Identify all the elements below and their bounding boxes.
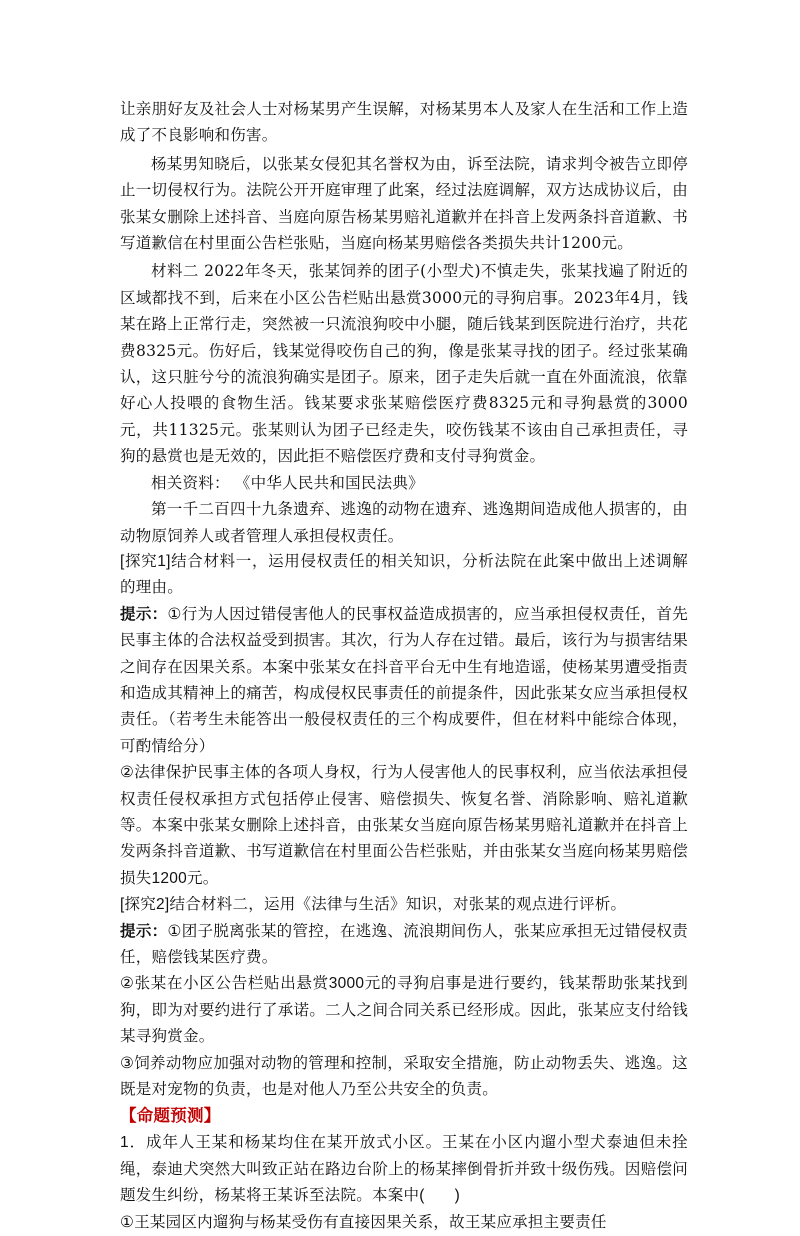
- civil-code-article: 第一千二百四十九条遗弃、逃逸的动物在遗弃、逃逸期间造成他人损害的，由动物原饲养人或者管理人承担侵权责任。: [120, 500, 688, 545]
- explore1-hint-1: [120, 602, 688, 760]
- prediction-question-1: [120, 1130, 688, 1209]
- prediction-section-title: 【命题预测】: [120, 1107, 221, 1126]
- material1-lawsuit-paragraph: 杨某男知晓后，以张某女侵犯其名誉权为由，诉至法院，请求判令被告立即停止一切侵权行为。法院公开开庭审理了此案，经过法庭调解，双方达成协议后，由张某女删除上述抖音、当庭向原告杨某男赔礼道歉并在抖音上发两条抖音道歉、书写道歉信在村里面公告栏张贴，当庭向杨某男赔偿各类损失共计1200元。: [120, 154, 688, 253]
- question-1-option-1: ①王某园区内遛狗与杨某受伤有直接因果关系，故王某应承担主要责任: [120, 1213, 607, 1231]
- document-body: [120, 96, 688, 1236]
- explore2-hint-1-text: ①团子脱离张某的管控，在逃逸、流浪期间伤人，张某应承担无过错侵权责任，赔偿钱某医疗费。: [120, 922, 688, 966]
- explore2-question: [探究2]结合材料二，运用《法律与生活》知识，对张某的观点进行评析。: [120, 896, 627, 914]
- explore2-hint-1: [120, 919, 688, 972]
- related-materials-label: 相关资料： 《中华人民共和国民法典》: [151, 473, 424, 492]
- question-1-stem: 1．成年人王某和杨某均住在某开放式小区。王某在小区内遛小型犬泰迪但未拴绳，泰迪犬突然大叫致正站在路边台阶上的杨某摔倒骨折并致十级伤残。因赔偿问题发生纠纷，杨某将王某诉至法院。本案中(: [120, 1134, 688, 1205]
- explore1-hint-label: 提示：: [120, 605, 168, 623]
- explore1-hint-2: ②法律保护民事主体的各项人身权，行为人侵害他人的民事权利，应当依法承担侵权责任侵权承担方式包括停止侵害、赔偿损失、恢复名誉、消除影响、赔礼道歉等。本案中张某女删除上述抖音，由张某女当庭向原告杨某男赔礼道歉并在抖音上发两条抖音道歉、书写道歉信在村里面公告栏张贴，并由张某女当庭向杨某男赔偿损失1200元。: [120, 764, 688, 887]
- material1-tail-paragraph: 让亲朋好友及社会人士对杨某男产生误解，对杨某男本人及家人在生活和工作上造成了不良影响和伤害。: [120, 100, 688, 145]
- material2-paragraph: 材料二 2022年冬天，张某饲养的团子(小型犬)不慎走失，张某找遍了附近的区域都找不到，后来在小区公告栏贴出悬赏3000元的寻狗启事。2023年4月，钱某在路上正常行走，突然被一只流浪狗咬中小腿，随后钱某到医院进行治疗，共花费8325元。伤好后，钱某觉得咬伤自己的狗，像是张某寻找的团子。经过张某确认，这只脏兮兮的流浪狗确实是团子。原来，团子走失后就一直在外面流浪，依靠好心人投喂的食物生活。钱某要求张某赔偿医疗费8325元和寻狗悬赏的3000元，共11325元。张某则认为团子已经走失，咬伤钱某不该由自己承担责任，寻狗的悬赏也是无效的，因此拒不赔偿医疗费和支付寻狗赏金。: [120, 262, 688, 466]
- explore1-question: [探究1]结合材料一，运用侵权责任的相关知识，分析法院在此案中做出上述调解的理由。: [120, 552, 688, 597]
- explore1-hint-1-text: ①行为人因过错侵害他人的民事权益造成损害的，应当承担侵权责任，首先民事主体的合法权益受到损害。其次，行为人存在过错。最后，该行为与损害结果之间存在因果关系。本案中张某女在抖音平台无中生有地造谣，使杨某男遭受指责和造成其精神上的痛苦，构成侵权民事责任的前提条件，因此张某女应当承担侵权责任。（若考生未能答出一般侵权责任的三个构成要件，但在材料中能综合体现，可酌情给分）: [120, 605, 688, 755]
- explore2-hint-3: ③饲养动物应加强对动物的管理和控制，采取安全措施，防止动物丢失、逃逸。这既是对宠物的负责，也是对他人乃至公共安全的负责。: [120, 1054, 688, 1099]
- question-1-close-paren: ): [454, 1187, 461, 1205]
- explore2-hint-2: ②张某在小区公告栏贴出悬赏3000元的寻狗启事是进行要约，钱某帮助张某找到狗，即为对要约进行了承诺。二人之间合同关系已经形成。因此，张某应支付给钱某寻狗赏金。: [120, 975, 688, 1046]
- explore2-hint-label: 提示：: [120, 922, 168, 940]
